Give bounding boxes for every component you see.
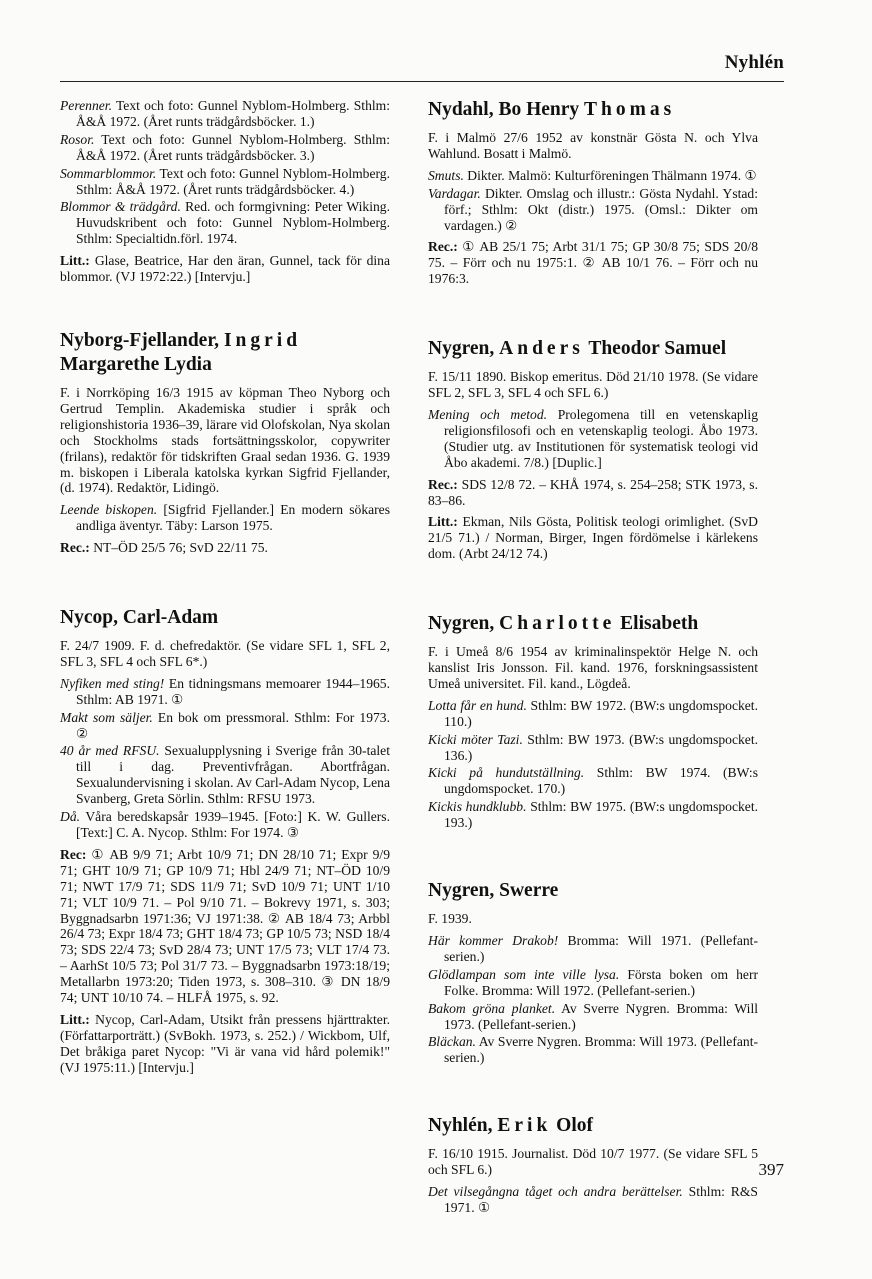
work-details: Bromma: Will 1971. (Pellefant-serien.) [444, 933, 758, 964]
work-details: Prolegomena till en vetenskaplig religionsfilosofi och en vetenskaplig teologi. Åbo 1973. (Studier utg. av Institutionen för systematisk teologi vid Åbo akademi. 7/8.) [Duplic.] [444, 406, 758, 470]
entry-bio: F. 24/7 1909. F. d. chefredaktör. (Se vidare SFL 1, SFL 2, SFL 3, SFL 4 och SFL 6*.) [60, 638, 390, 669]
entry-nyborg-fjellander [60, 329, 390, 556]
work-details: En tidningsmans memoarer 1944–1965. Sthlm: AB 1971. ① [76, 675, 390, 707]
entry-bio: F. i Malmö 27/6 1952 av konstnär Gösta N. och Ylva Wahlund. Bosatt i Malmö. [428, 130, 758, 161]
rec-label: Rec: [60, 846, 87, 862]
work-item [60, 502, 390, 534]
work-title: Vardagar. [428, 185, 481, 201]
work-details: Text och foto: Gunnel Nyblom-Holmberg. Sthlm: Å&Å 1972. (Året runts trädgårdsböcker. 1.) [76, 98, 390, 129]
work-details: Sthlm: BW 1973. (BW:s ungdomspocket. 136.) [444, 731, 758, 763]
work-title: 40 år med RFSU. [60, 743, 160, 759]
entry-nycop [60, 606, 390, 1076]
litt-text: Nycop, Carl-Adam, Utsikt från pressens hjärttrakter. (Författarporträtt.) (SvBokh. 1973, s. 252.) / Wickbom, Ulf, Det bråkiga paret Nycop: "Vi är vana vid hård polemik!" (VJ 1975:11.) [Intervju.] [60, 1011, 390, 1075]
entry-bio: F. i Umeå 8/6 1954 av kriminalinspektör Helge N. och kanslist Iris Jonsson. Fil. kand. 1976, forskningsassistent Umeå universitet. Fil. kand., Lögdeå. [428, 644, 758, 691]
work-item [60, 710, 390, 742]
work-details: Text och foto: Gunnel Nyblom-Holmberg. Sthlm: Å&Å 1972. (Året runts trädgårdsböcker. 3.) [76, 131, 390, 163]
entry-bio: F. i Norrköping 16/3 1915 av köpman Theo Nyborg och Gertrud Templin. Akademiska studier i språk och religionshistoria 1936–39, lärare vid Olofskolan, Nya skolan och Stockholms stads fortsättningsskolor, copywriter (frilans), redaktör för tidskriften Graal sedan 1936. G. 1939 m. biskopen i Liberala katolska kyrkan Sigfrid Fjellander, (d. 1974). Redaktör, Lidingö. [60, 384, 390, 496]
entry-nyhlen [428, 1114, 758, 1216]
litt-line [60, 1012, 390, 1076]
litt-text: Glase, Beatrice, Har den äran, Gunnel, tack för dina blommor. (VJ 1972:22.) [Intervju.] [60, 253, 390, 285]
entry-heading: Nygren, Anders Theodor Samuel [428, 338, 727, 360]
work-title: Kicki på hundutställning. [428, 765, 585, 781]
work-item [428, 765, 758, 797]
entry-bio: F. 16/10 1915. Journalist. Död 10/7 1977. (Se vidare SFL 5 och SFL 6.) [428, 1146, 758, 1178]
work-item [60, 199, 390, 247]
rec-text: SDS 12/8 72. – KHÅ 1974, s. 254–258; STK 1973, s. 83–86. [428, 476, 758, 508]
work-title: Smuts. [428, 167, 464, 183]
work-title: Kicki möter Tazi. [428, 731, 523, 747]
work-details: En bok om pressmoral. Sthlm: For 1973. ② [76, 709, 390, 741]
work-details: Text och foto: Gunnel Nyblom-Holmberg. Sthlm: Å&Å 1972. (Året runts trädgårdsböcker. 4.) [76, 165, 390, 197]
work-title: Sommarblommor. [60, 165, 157, 181]
work-item [60, 98, 390, 130]
running-head: Nyhlén [724, 52, 784, 73]
work-title: Lotta får en hund. [428, 697, 527, 713]
entry-nygren-anders [428, 337, 758, 562]
work-title: Blommor & trädgård. [60, 199, 181, 215]
work-item [428, 799, 758, 831]
rec-line [428, 477, 758, 509]
litt-label: Litt.: [428, 514, 458, 530]
header-rule [60, 81, 784, 82]
rec-text: ① AB 25/1 75; Arbt 31/1 75; GP 30/8 75; SDS 20/8 75. – Förr och nu 1975:1. ② AB 10/1 76. – Förr och nu 1976:3. [428, 239, 758, 287]
work-item [428, 168, 758, 184]
entry-nygren-charlotte [428, 612, 758, 831]
work-title: Perenner. [60, 98, 112, 113]
work-details: Första boken om herr Folke. Bromma: Will 1972. (Pellefant-serien.) [444, 966, 758, 998]
work-item [428, 1034, 758, 1066]
litt-line [428, 514, 758, 562]
work-item [428, 933, 758, 965]
work-details: Dikter. Omslag och illustr.: Gösta Nydahl. Ystad: förf.; Sthlm: Okt (distr.) 1975. (Omsl.: Dikter om vardagen.) ② [444, 185, 758, 233]
litt-label: Litt.: [60, 253, 90, 269]
work-title: Nyfiken med sting! [60, 675, 165, 691]
work-title: Glödlampan som inte ville lysa. [428, 966, 620, 982]
work-details: Sexualupplysning i Sverige från 30-talet till i dag. Preventivfrågan. Abortfrågan. Sexualundervisning i skolan. Av Carl-Adam Nycop, Lena Svanberg, Greta Sörlin. Sthlm: RFSU 1973. [76, 743, 390, 807]
work-title: Kickis hundklubb. [428, 799, 527, 815]
work-details: Av Sverre Nygren. Bromma: Will 1973. (Pellefant-serien.) [444, 1034, 758, 1066]
work-details: Sthlm: R&S 1971. ① [444, 1184, 758, 1215]
work-details: Dikter. Malmö: Kulturföreningen Thälmann 1974. ① [463, 167, 757, 183]
work-title: Mening och metod. [428, 406, 548, 422]
work-title: Bakom gröna planket. [428, 1000, 556, 1016]
entry-heading: Nycop, Carl-Adam [60, 607, 219, 629]
top-works [60, 98, 390, 285]
work-item [428, 407, 758, 471]
rec-text: ① AB 9/9 71; Arbt 10/9 71; DN 28/10 71; Expr 9/9 71; GHT 10/9 71; GP 10/9 71; Hbl 24/9 71; NT–ÖD 10/9 71; NWT 17/9 71; SDS 11/9 71; SvD 10/9 71; UNT 1/10 71; VLT 10/9 71. – Pol 9/10 71. – Bokrevy 1971, s. 303; Byggnadsarbn 1971:36; VJ 1971:38. ② AB 18/4 73; Arbbl 26/4 73; Expr 18/4 73; GHT 18/4 73; GP 10/5 73; NSD 18/4 73; SDS 22/4 73; SvD 28/4 73; UNT 17/5 73; VLT 17/4 73. – AarhSt 10/5 73; Pol 31/7 73. – Byggnadsarbn 1973:18/19; Metallarbn 1973:20; Tiden 1973, s. 308–310. ③ DN 18/9 74; UNT 10/10 74. – HLFÅ 1975, s. 92. [60, 846, 390, 1006]
entry-heading: Nygren, Swerre [428, 880, 559, 902]
right-column [428, 98, 758, 1218]
work-title: Här kommer Drakob! [428, 933, 559, 948]
work-item [428, 1184, 758, 1216]
rec-line [428, 239, 758, 287]
work-title: Makt som säljer. [60, 709, 153, 725]
work-item [60, 809, 390, 841]
work-item [428, 698, 758, 730]
litt-line [60, 253, 390, 285]
left-column [60, 98, 390, 1080]
work-title: Bläckan. [428, 1034, 476, 1050]
rec-text: NT–ÖD 25/5 76; SvD 22/11 75. [89, 540, 268, 556]
page-number: 397 [758, 1160, 784, 1179]
entry-nydahl [428, 98, 758, 287]
work-item [60, 676, 390, 708]
entry-bio: F. 15/11 1890. Biskop emeritus. Död 21/10 1978. (Se vidare SFL 2, SFL 3, SFL 4 och SFL 6.) [428, 369, 758, 401]
entry-heading: Nyborg-Fjellander, Ingrid Margarethe Lydia [60, 329, 302, 375]
entry-heading: Nygren, Charlotte Elisabeth [428, 613, 699, 635]
entry-heading: Nydahl, Bo Henry Thomas [428, 99, 676, 120]
work-details: Sthlm: BW 1972. (BW:s ungdomspocket. 110.) [444, 697, 758, 729]
work-details: Sthlm: BW 1975. (BW:s ungdomspocket. 193.) [444, 799, 758, 831]
work-item [428, 186, 758, 234]
work-item [60, 166, 390, 198]
work-item [428, 967, 758, 999]
work-details: Av Sverre Nygren. Bromma: Will 1973. (Pellefant-serien.) [444, 1000, 758, 1032]
litt-text: Ekman, Nils Gösta, Politisk teologi orimlighet. (SvD 21/5 71.) / Norman, Birger, Ingen fördömelse i kärlekens dom. (Arbt 24/12 74.) [428, 514, 758, 562]
work-item [60, 132, 390, 164]
work-item [428, 1001, 758, 1033]
litt-label: Litt.: [60, 1011, 90, 1027]
work-details: Sthlm: BW 1974. (BW:s ungdomspocket. 170.) [444, 765, 758, 797]
entry-heading: Nyhlén, Erik Olof [428, 1115, 594, 1137]
entry-nygren-swerre [428, 879, 758, 1066]
entry-bio: F. 1939. [428, 911, 472, 927]
rec-line [60, 847, 390, 1006]
rec-label: Rec.: [428, 476, 458, 492]
work-title: Rosor. [60, 131, 95, 147]
work-item [60, 743, 390, 807]
work-details: [Sigfrid Fjellander.] En modern sökares andliga äventyr. Täby: Larson 1975. [76, 502, 390, 534]
rec-line [60, 540, 390, 556]
rec-label: Rec.: [428, 239, 458, 255]
work-details: Red. och formgivning: Peter Wiking. Huvudskribent och foto: Gunnel Nyblom-Holmberg. Sthlm: Specialtidn.förl. 1974. [76, 199, 390, 247]
work-title: Det vilsegångna tåget och andra berättelser. [428, 1184, 683, 1200]
work-item [428, 732, 758, 764]
work-details: Våra beredskapsår 1939–1945. [Foto:] K. W. Gullers. [Text:] C. A. Nycop. Sthlm: For 1974. ③ [76, 809, 390, 840]
rec-label: Rec.: [60, 540, 90, 556]
work-title: Leende biskopen. [60, 502, 158, 518]
work-title: Då. [60, 809, 81, 825]
